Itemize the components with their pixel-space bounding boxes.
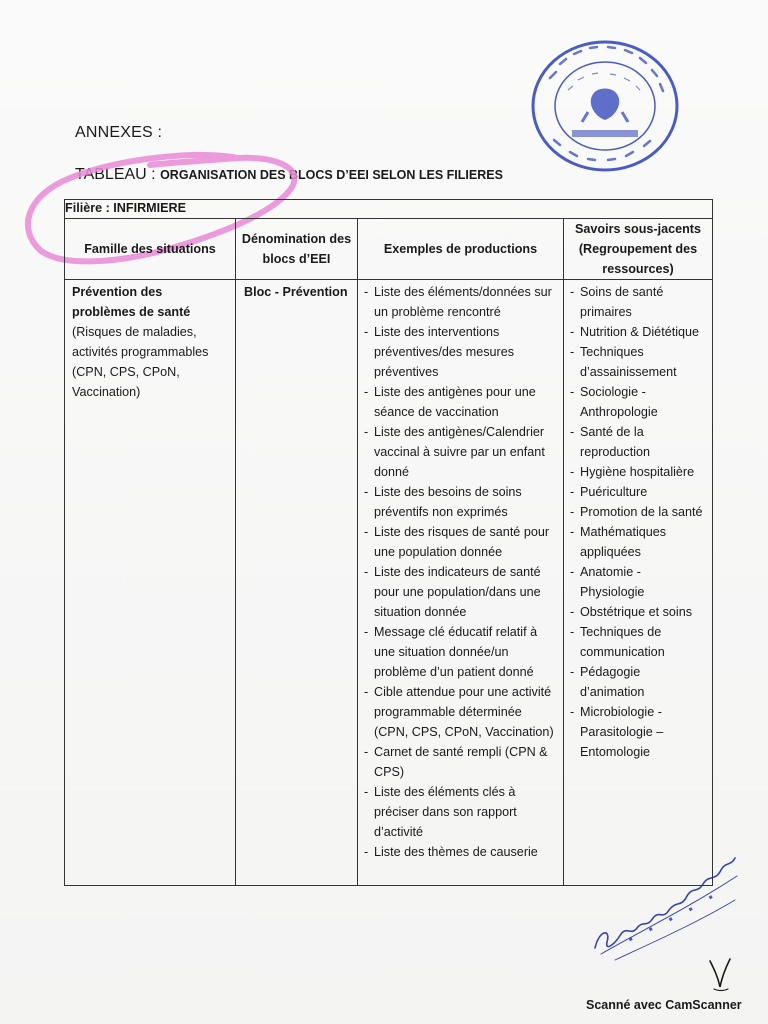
header-productions: Exemples de productions <box>358 219 564 280</box>
filiere-row <box>65 200 713 219</box>
table-title-lead: TABLEAU : <box>75 166 161 183</box>
famille-title: Prévention des problèmes de santé <box>72 285 191 319</box>
list-item: - Hygiène hospitalière <box>570 462 708 482</box>
blocs-table <box>64 199 713 886</box>
list-item: - Techniques de communication <box>570 622 708 662</box>
list-item: - Santé de la reproduction <box>570 422 708 462</box>
filiere-label: Filière : INFIRMIERE <box>65 200 713 219</box>
productions-cell <box>358 280 564 886</box>
list-item: - Puériculture <box>570 482 708 502</box>
table-title <box>75 166 503 184</box>
list-item: - Liste des indicateurs de santé pour une population/dans une situation donnée <box>364 562 559 622</box>
bloc-cell: Bloc - Prévention <box>236 280 358 886</box>
header-savoirs: Savoirs sous-jacents (Regroupement des ressources) <box>564 219 713 280</box>
savoirs-list <box>564 280 712 762</box>
header-famille: Famille des situations <box>65 219 236 280</box>
header-row <box>65 219 713 280</box>
list-item: - Techniques d’assainissement <box>570 342 708 382</box>
list-item: - Cible attendue pour une activité programmable déterminée (CPN, CPS, CPoN, Vaccination) <box>364 682 559 742</box>
ministry-stamp <box>530 38 680 174</box>
list-item: - Sociologie - Anthropologie <box>570 382 708 422</box>
savoirs-cell <box>564 280 713 886</box>
list-item: - Liste des besoins de soins préventifs non exprimés <box>364 482 559 522</box>
list-item: - Pédagogie d’animation <box>570 662 708 702</box>
list-item: - Carnet de santé rempli (CPN & CPS) <box>364 742 559 782</box>
initial-mark <box>700 955 740 995</box>
list-item: - Liste des risques de santé pour une population donnée <box>364 522 559 562</box>
list-item: - Liste des antigènes/Calendrier vaccinal à suivre par un enfant donné <box>364 422 559 482</box>
annexes-heading: ANNEXES : <box>75 124 163 141</box>
table-title-text: ORGANISATION DES BLOCS D’EEI SELON LES FILIERES <box>160 168 503 182</box>
list-item: - Obstétrique et soins <box>570 602 708 622</box>
list-item: - Liste des interventions préventives/des mesures préventives <box>364 322 559 382</box>
famille-description: (Risques de maladies, activités programmables (CPN, CPS, CPoN, Vaccination) <box>72 325 209 399</box>
productions-list <box>358 280 563 862</box>
list-item: - Nutrition & Diététique <box>570 322 708 342</box>
famille-cell <box>65 280 236 886</box>
list-item: - Message clé éducatif relatif à une situation donnée/un problème d’un patient donné <box>364 622 559 682</box>
list-item: - Liste des antigènes pour une séance de vaccination <box>364 382 559 422</box>
header-denomination: Dénomination des blocs d’EEI <box>236 219 358 280</box>
list-item: - Mathématiques appliquées <box>570 522 708 562</box>
camscanner-watermark: Scanné avec CamScanner <box>586 998 742 1012</box>
list-item: - Microbiologie - Parasitologie – Entomologie <box>570 702 708 762</box>
list-item: - Promotion de la santé <box>570 502 708 522</box>
table-row <box>65 280 713 886</box>
list-item: - Anatomie - Physiologie <box>570 562 708 602</box>
list-item: - Liste des thèmes de causerie <box>364 842 559 862</box>
list-item: - Liste des éléments/données sur un problème rencontré <box>364 282 559 322</box>
list-item: - Liste des éléments clés à préciser dans son rapport d’activité <box>364 782 559 842</box>
list-item: - Soins de santé primaires <box>570 282 708 322</box>
